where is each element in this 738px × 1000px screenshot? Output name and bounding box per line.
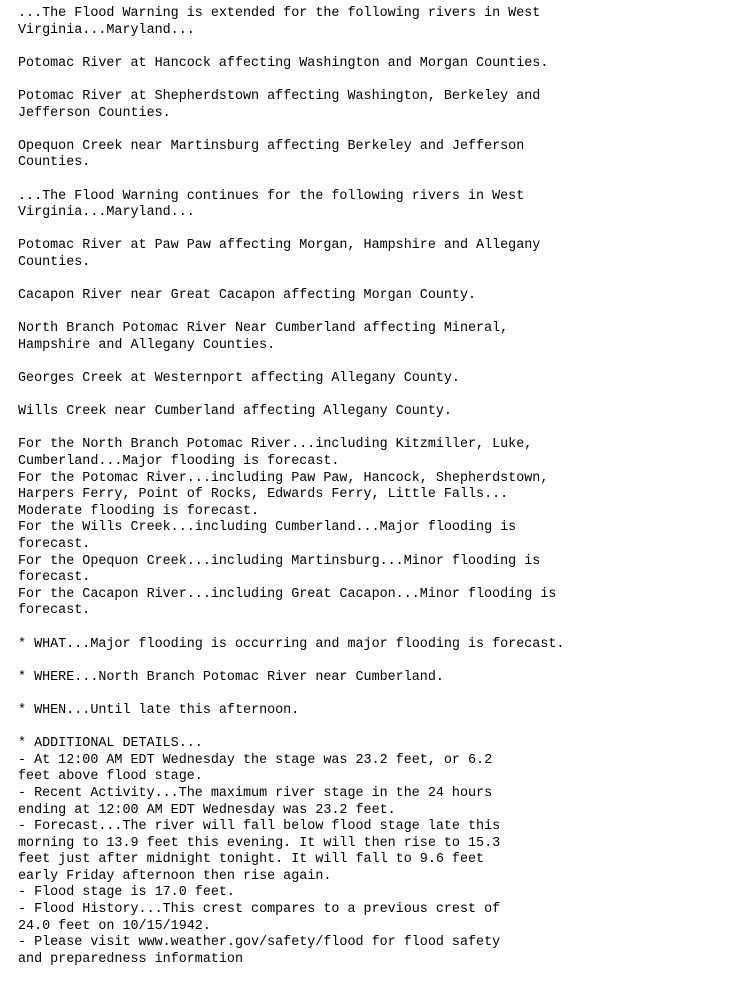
bulletin-line: * WHEN...Until late this afternoon.	[18, 702, 300, 718]
bulletin-line: - Flood History...This crest compares to a previous crest of	[18, 902, 501, 918]
bulletin-line: Counties.	[18, 155, 91, 171]
bulletin-line: For the North Branch Potomac River...including Kitzmiller, Luke,	[18, 437, 533, 453]
bulletin-line: early Friday afternoon then rise again.	[18, 868, 332, 884]
bulletin-line	[18, 653, 564, 670]
flood-warning-bulletin	[18, 6, 564, 968]
bulletin-line: Georges Creek at Westernport affecting Allegany County.	[18, 371, 460, 387]
bulletin-line: - At 12:00 AM EDT Wednesday the stage was 23.2 feet, or 6.2	[18, 752, 493, 768]
bulletin-line: Cacapon River near Great Cacapon affecting Morgan County.	[18, 288, 477, 304]
bulletin-line: feet just after midnight tonight. It will fall to 9.6 feet	[18, 852, 485, 868]
bulletin-line: morning to 13.9 feet this evening. It will then rise to 15.3	[18, 835, 501, 851]
bulletin-line: Counties.	[18, 254, 91, 270]
bulletin-line: Hampshire and Allegany Counties.	[18, 337, 276, 353]
bulletin-line: ...The Flood Warning continues for the following rivers in West	[18, 188, 525, 204]
bulletin-line	[18, 72, 564, 89]
bulletin-line: - Please visit www.weather.gov/safety/flood for flood safety	[18, 935, 501, 951]
bulletin-line: For the Opequon Creek...including Martinsburg...Minor flooding is	[18, 553, 541, 569]
bulletin-line: forecast.	[18, 537, 91, 552]
bulletin-line: For the Wills Creek...including Cumberland...Major flooding is	[18, 520, 517, 536]
bulletin-line: Wills Creek near Cumberland affecting Allegany County.	[18, 404, 452, 420]
bulletin-line	[18, 388, 564, 405]
bulletin-line: Jefferson Counties.	[18, 105, 171, 121]
bulletin-line: Potomac River at Paw Paw affecting Morgan, Hampshire and Allegany	[18, 238, 541, 254]
bulletin-line: forecast.	[18, 570, 91, 586]
bulletin-line	[18, 222, 564, 239]
bulletin-line: feet above flood stage.	[18, 769, 203, 785]
bulletin-line: * ADDITIONAL DETAILS...	[18, 736, 203, 752]
bulletin-line: * WHERE...North Branch Potomac River near Cumberland.	[18, 669, 444, 685]
bulletin-line: Opequon Creek near Martinsburg affecting Berkeley and Jefferson	[18, 138, 525, 154]
bulletin-line	[18, 421, 564, 438]
bulletin-line: Virginia...Maryland...	[18, 22, 195, 38]
bulletin-line	[18, 272, 564, 289]
bulletin-line: For the Cacapon River...including Great Cacapon...Minor flooding is	[18, 586, 557, 602]
bulletin-line: Moderate flooding is forecast.	[18, 503, 260, 519]
bulletin-line: - Recent Activity...The maximum river stage in the 24 hours	[18, 785, 493, 801]
bulletin-line: 24.0 feet on 10/15/1942.	[18, 918, 211, 934]
bulletin-line	[18, 172, 564, 189]
bulletin-line	[18, 620, 564, 637]
bulletin-line	[18, 122, 564, 139]
bulletin-line: - Flood stage is 17.0 feet.	[18, 885, 235, 901]
bulletin-line: Cumberland...Major flooding is forecast.	[18, 454, 340, 470]
bulletin-line	[18, 720, 564, 737]
bulletin-line: ...The Flood Warning is extended for the following rivers in West	[18, 6, 541, 21]
bulletin-line: For the Potomac River...including Paw Paw, Hancock, Shepherdstown,	[18, 470, 549, 486]
bulletin-line: Potomac River at Shepherdstown affecting Washington, Berkeley and	[18, 88, 541, 104]
bulletin-line: * WHAT...Major flooding is occurring and major flooding is forecast.	[18, 636, 565, 652]
bulletin-line: ending at 12:00 AM EDT Wednesday was 23.2 feet.	[18, 802, 396, 818]
bulletin-line: forecast.	[18, 603, 91, 619]
bulletin-line: and preparedness information	[18, 951, 243, 967]
bulletin-line	[18, 686, 564, 703]
bulletin-line: Virginia...Maryland...	[18, 205, 195, 221]
bulletin-line	[18, 354, 564, 371]
bulletin-line: Potomac River at Hancock affecting Washington and Morgan Counties.	[18, 55, 549, 71]
bulletin-line	[18, 305, 564, 322]
bulletin-line: North Branch Potomac River Near Cumberland affecting Mineral,	[18, 321, 509, 337]
bulletin-line: - Forecast...The river will fall below flood stage late this	[18, 819, 501, 835]
bulletin-line	[18, 39, 564, 56]
bulletin-line: Harpers Ferry, Point of Rocks, Edwards Ferry, Little Falls...	[18, 487, 509, 503]
